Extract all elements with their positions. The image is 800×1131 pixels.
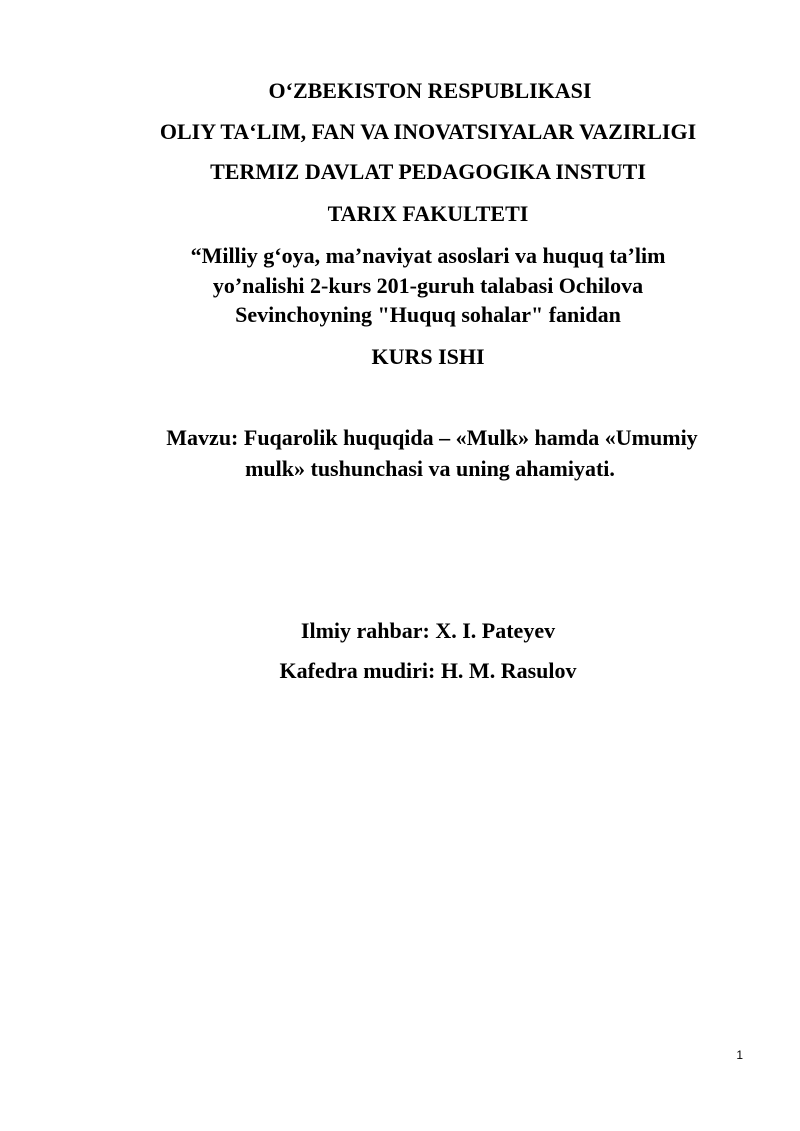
scientific-advisor: Ilmiy rahbar: X. I. Pateyev: [300, 618, 556, 643]
department-head: Kafedra mudiri: H. M. Rasulov: [279, 658, 577, 683]
description-line-2: yo’nalishi 2-kurs 201-guruh talabasi Ochilova: [212, 273, 644, 298]
country-heading: O‘ZBEKISTON RESPUBLIKASI: [268, 78, 592, 103]
description-line-3: Sevinchoyning "Huquq sohalar" fanidan: [235, 302, 621, 327]
document-type-title: KURS ISHI: [371, 344, 485, 369]
description-line-1: “Milliy g‘oya, ma’naviyat asoslari va huquq ta’lim: [190, 243, 666, 268]
institute-heading: TERMIZ DAVLAT PEDAGOGIKA INSTUTI: [210, 159, 646, 184]
ministry-heading: OLIY TA‘LIM, FAN VA INOVATSIYALAR VAZIRLIGI: [159, 119, 697, 144]
topic-line-2: mulk» tushunchasi va uning ahamiyati.: [245, 456, 615, 481]
faculty-heading: TARIX FAKULTETI: [327, 201, 529, 226]
page-number: 1: [736, 1048, 743, 1062]
topic-line-1: Mavzu: Fuqarolik huquqida – «Mulk» hamda «Umumiy: [166, 425, 698, 450]
